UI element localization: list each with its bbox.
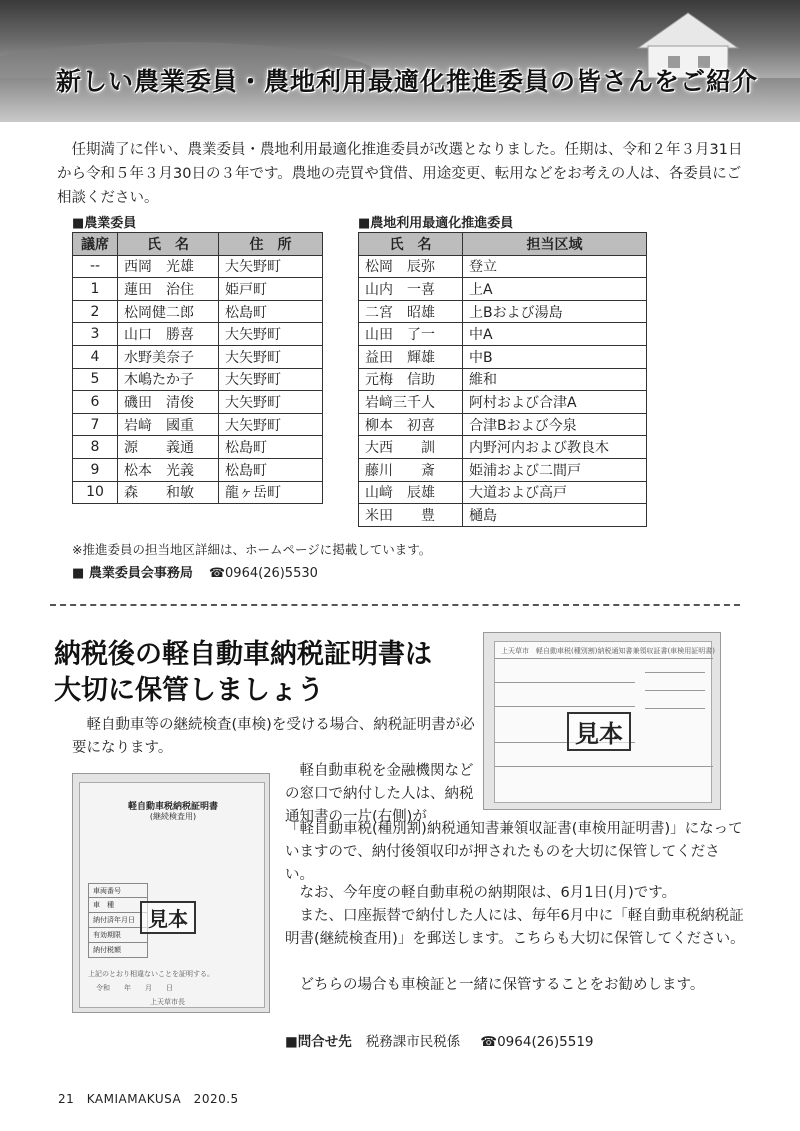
committee-cell: 松本 光義 (118, 458, 219, 481)
article-para1: 軽自動車等の継続検査(車検)を受ける場合、納税証明書が必要になります。 (72, 717, 475, 756)
promoters-cell: 益田 輝雄 (359, 345, 463, 368)
table-row (359, 436, 647, 459)
committee-cell: 水野美奈子 (118, 345, 219, 368)
table-row (73, 368, 323, 391)
table-row (73, 458, 323, 481)
committee-cell: 龍ヶ岳町 (219, 481, 323, 504)
certificate-field: 車 種 (88, 898, 148, 913)
certificate-field: 有効期限 (88, 928, 148, 943)
certificate-form (79, 782, 265, 1008)
promoters-cell: 山田 了一 (359, 323, 463, 346)
committee-label: ■ 農業委員 (72, 212, 136, 231)
promoters-cell: 合津Bおよび今泉 (463, 413, 647, 436)
promoters-header-1: 担当区域 (463, 233, 647, 256)
committee-cell: 大矢野町 (219, 323, 323, 346)
article-para2b: 「軽自動車税(種別割)納税通知書兼領収証書(車検用証明書)」になっていますので、納付後領収印が押されたものを大切に保管してください。 (285, 821, 743, 883)
promoters-cell: 上Bおよび湯島 (463, 300, 647, 323)
table-row (73, 391, 323, 414)
committee-cell: 山口 勝喜 (118, 323, 219, 346)
committee-cell: 3 (73, 323, 118, 346)
intro-paragraph: 任期満了に伴い、農業委員・農地利用最適化推進委員が改選となりました。任期は、令和２年３月31日から令和５年３月30日の３年です。農地の売買や貸借、用途変更、転用などをお考えの人は、各委員にご相談ください。 (57, 142, 743, 206)
committee-cell: 森 和敏 (118, 481, 219, 504)
committee-header-0: 議席 (73, 233, 118, 256)
table-row (73, 345, 323, 368)
committee-cell: 松島町 (219, 300, 323, 323)
notice-header: 上天草市 軽自動車税(種別割)納税通知書兼領収証書(車検用証明書) (501, 647, 715, 655)
article-title-line1: 納税後の軽自動車納税証明書は (54, 639, 432, 670)
table-row (359, 300, 647, 323)
article-para3: なお、今年度の軽自動車税の納期限は、6月1日(月)です。 (285, 885, 677, 901)
promoters-cell: 中A (463, 323, 647, 346)
promoters-cell: 阿村および合津A (463, 391, 647, 414)
committee-header-2: 住 所 (219, 233, 323, 256)
committee-cell: 磯田 清俊 (118, 391, 219, 414)
promoters-cell: 元梅 信助 (359, 368, 463, 391)
promoters-cell: 上A (463, 278, 647, 301)
table-row (359, 255, 647, 278)
promoters-cell: 山﨑 辰雄 (359, 481, 463, 504)
table-row (359, 323, 647, 346)
promoters-label: ■ 農地利用最適化推進委員 (358, 212, 513, 231)
table-row (359, 504, 647, 527)
tax-notice-photo (483, 632, 721, 810)
committee-cell: 5 (73, 368, 118, 391)
section-divider (50, 604, 740, 606)
certificate-field: 車両番号 (88, 883, 148, 898)
table-row (359, 458, 647, 481)
committee-cell: 9 (73, 458, 118, 481)
committee-cell: 6 (73, 391, 118, 414)
promoters-cell: 登立 (463, 255, 647, 278)
certificate-field: 納付税額 (88, 943, 148, 958)
committee-cell: 10 (73, 481, 118, 504)
sample-stamp: 見本 (567, 712, 631, 751)
note-text: ※推進委員の担当地区詳細は、ホームページに掲載しています。 (72, 542, 432, 557)
table-row (73, 436, 323, 459)
committee-cell: 2 (73, 300, 118, 323)
table-row (359, 368, 647, 391)
page-title: 新しい農業委員・農地利用最適化推進委員の皆さんをご紹介 (56, 67, 759, 96)
article-para4: また、口座振替で納付した人には、毎年6月中に「軽自動車税納税証明書(継続検査用)」を郵送します。こちらも大切に保管してください。 (285, 908, 745, 947)
committee-cell: 4 (73, 345, 118, 368)
table-row (73, 278, 323, 301)
table-row (359, 391, 647, 414)
committee-cell: 大矢野町 (219, 413, 323, 436)
committee-cell: 大矢野町 (219, 368, 323, 391)
promoters-cell: 大西 訓 (359, 436, 463, 459)
committee-cell: 大矢野町 (219, 391, 323, 414)
certificate-footer3: 上天草市長 (150, 998, 185, 1006)
contact-label: 問合せ先 (297, 1034, 352, 1050)
table-row (73, 300, 323, 323)
committee-cell: 大矢野町 (219, 345, 323, 368)
committee-cell: 1 (73, 278, 118, 301)
promoters-cell: 岩﨑三千人 (359, 391, 463, 414)
committee-cell: 岩﨑 國重 (118, 413, 219, 436)
committee-cell: 姫戸町 (219, 278, 323, 301)
promoters-cell: 大道および高戸 (463, 481, 647, 504)
contact-info: ■問合せ先 税務課市民税係 ☎0964(26)5519 (285, 1034, 594, 1050)
promoters-cell: 中B (463, 345, 647, 368)
article-title-line2: 大切に保管しましょう (54, 675, 324, 706)
promoters-cell: 山内 一喜 (359, 278, 463, 301)
promoters-cell: 姫浦および二間戸 (463, 458, 647, 481)
committee-cell: 松島町 (219, 436, 323, 459)
promoters-header-0: 氏 名 (359, 233, 463, 256)
certificate-footer2: 令和 年 月 日 (96, 984, 173, 992)
article-para5: どちらの場合も車検証と一緒に保管することをお勧めします。 (285, 977, 705, 993)
committee-cell: -- (73, 255, 118, 278)
promoters-cell: 維和 (463, 368, 647, 391)
table-row (73, 323, 323, 346)
promoters-cell: 柳本 初喜 (359, 413, 463, 436)
certificate-subtitle: (継続検査用) (149, 812, 197, 821)
table-row (359, 345, 647, 368)
table-row (359, 413, 647, 436)
promoters-cell: 藤川 斎 (359, 458, 463, 481)
table-row (359, 278, 647, 301)
office-phone: ☎0964(26)5530 (208, 566, 318, 581)
header-banner (0, 0, 800, 122)
promoters-cell: 二宮 昭雄 (359, 300, 463, 323)
committee-cell: 木嶋たか子 (118, 368, 219, 391)
committee-cell: 松島町 (219, 458, 323, 481)
committee-cell: 蓮田 治住 (118, 278, 219, 301)
committee-header-1: 氏 名 (118, 233, 219, 256)
committee-cell: 8 (73, 436, 118, 459)
notice-form (494, 641, 715, 803)
office-contact (72, 562, 318, 581)
promoters-cell: 内野河内および教良木 (463, 436, 647, 459)
certificate-title: 軽自動車税納税証明書 (127, 802, 218, 812)
committee-cell: 松岡健二郎 (118, 300, 219, 323)
committee-table (72, 232, 323, 504)
committee-cell: 7 (73, 413, 118, 436)
article-para2a: 軽自動車税を金融機関などの窓口で納付した人は、納税通知書の一片(右側)が (285, 763, 474, 825)
office-label: 農業委員会事務局 (88, 566, 193, 581)
table-row (73, 255, 323, 278)
committee-cell: 西岡 光雄 (118, 255, 219, 278)
table-row (73, 413, 323, 436)
promoters-cell: 米田 豊 (359, 504, 463, 527)
promoters-table (358, 232, 647, 527)
committee-cell: 大矢野町 (219, 255, 323, 278)
tax-certificate-photo (72, 773, 270, 1013)
promoters-cell: 樋島 (463, 504, 647, 527)
table-row (73, 481, 323, 504)
page-footer: 21 KAMIAMAKUSA 2020.5 (58, 1092, 239, 1106)
certificate-field: 納付済年月日 (88, 913, 148, 928)
contact-dept: 税務課市民税係 (365, 1034, 461, 1050)
certificate-stamp: 見本 (140, 901, 196, 934)
contact-phone: ☎0964(26)5519 (480, 1034, 594, 1050)
committee-cell: 源 義通 (118, 436, 219, 459)
promoters-cell: 松岡 辰弥 (359, 255, 463, 278)
table-row (359, 481, 647, 504)
certificate-footer1: 上記のとおり相違ないことを証明する。 (88, 970, 214, 978)
